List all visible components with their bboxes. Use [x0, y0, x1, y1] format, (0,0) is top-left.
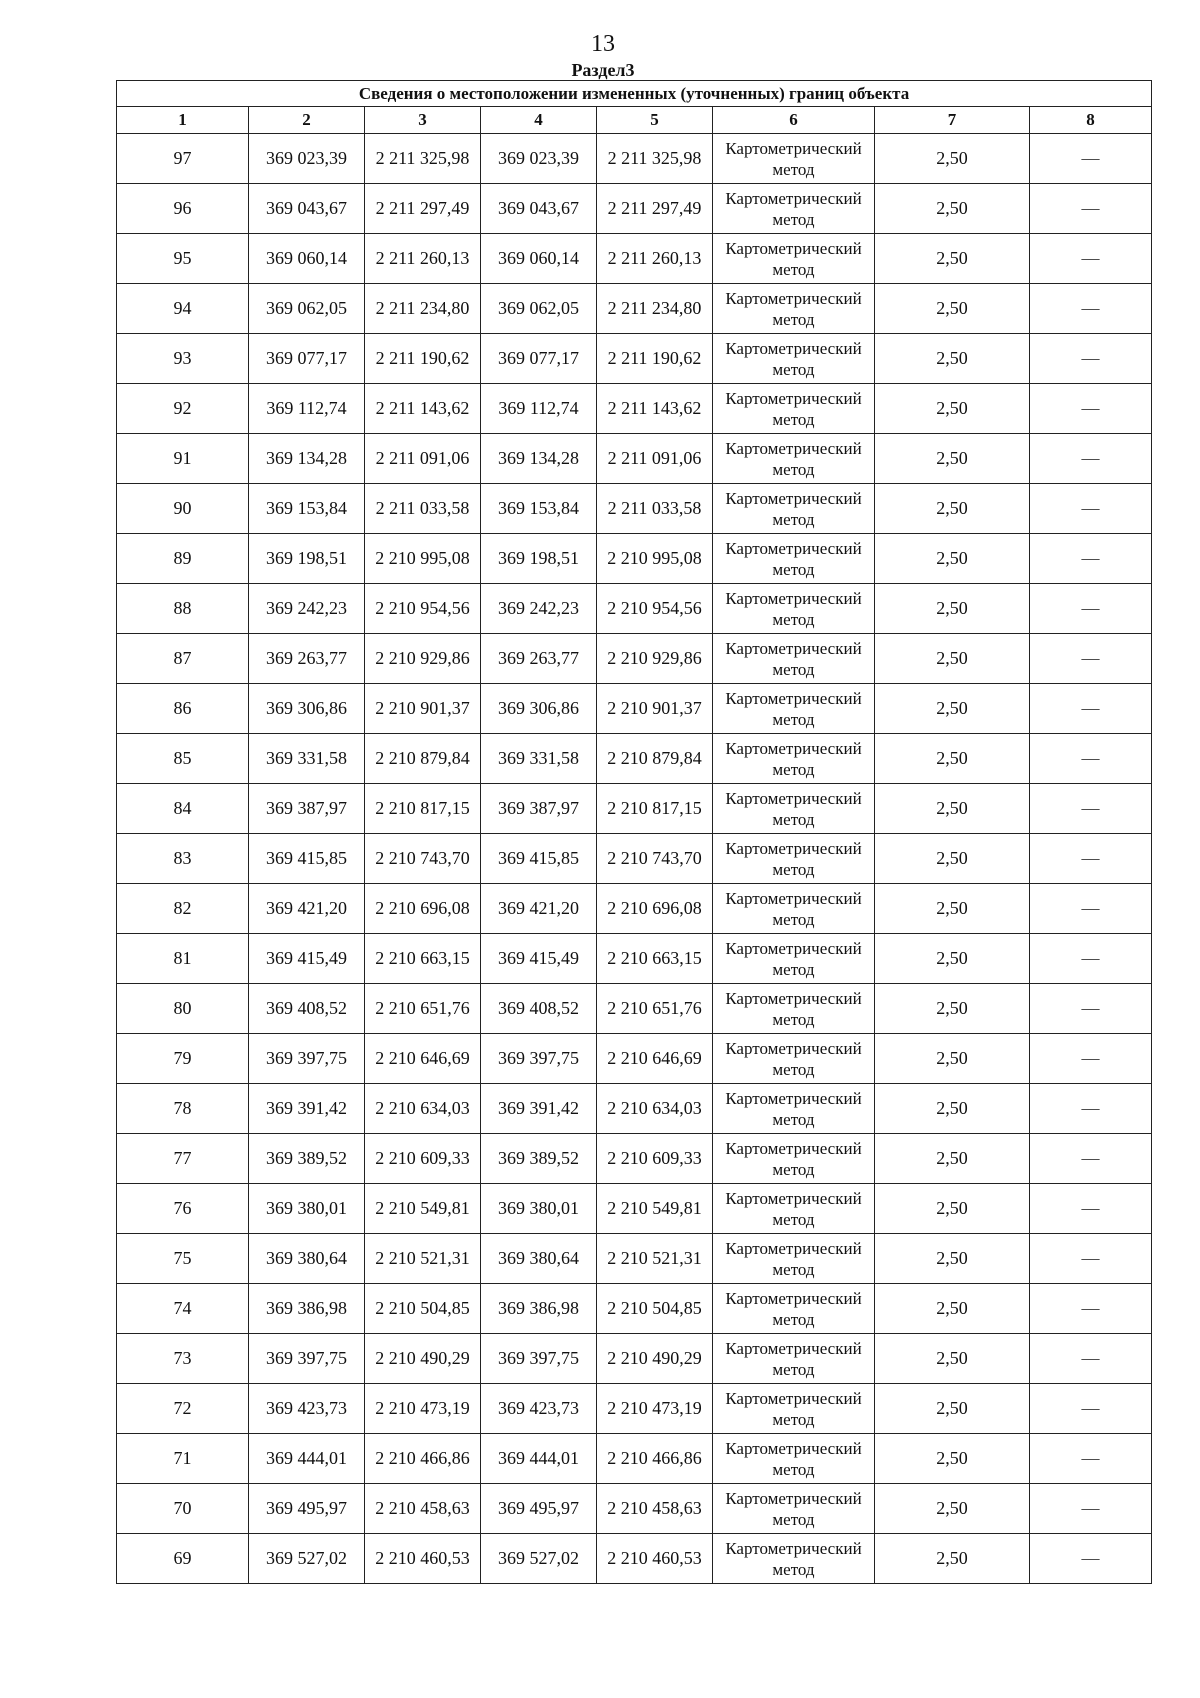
method-cell: Картометрический метод	[713, 534, 875, 584]
x-new-cell: 369 198,51	[481, 534, 597, 584]
x-existing-cell: 369 415,49	[249, 934, 365, 984]
y-new-cell: 2 211 260,13	[597, 234, 713, 284]
section-title: Раздел3	[571, 60, 635, 80]
table-row	[117, 434, 1152, 484]
x-existing-cell: 369 062,05	[249, 284, 365, 334]
description-cell: —	[1030, 884, 1152, 934]
y-existing-cell: 2 211 143,62	[365, 384, 481, 434]
description-cell: —	[1030, 1184, 1152, 1234]
table-row	[117, 1534, 1152, 1584]
method-cell: Картометрический метод	[713, 1484, 875, 1534]
method-cell: Картометрический метод	[713, 184, 875, 234]
x-new-cell: 369 060,14	[481, 234, 597, 284]
y-existing-cell: 2 210 879,84	[365, 734, 481, 784]
y-existing-cell: 2 210 458,63	[365, 1484, 481, 1534]
y-new-cell: 2 211 091,06	[597, 434, 713, 484]
method-cell: Картометрический метод	[713, 1534, 875, 1584]
x-new-cell: 369 331,58	[481, 734, 597, 784]
page-number: 13	[591, 31, 615, 57]
point-number-cell: 73	[117, 1334, 249, 1384]
method-cell: Картометрический метод	[713, 434, 875, 484]
y-existing-cell: 2 210 549,81	[365, 1184, 481, 1234]
y-new-cell: 2 210 490,29	[597, 1334, 713, 1384]
method-cell: Картометрический метод	[713, 484, 875, 534]
x-new-cell: 369 023,39	[481, 134, 597, 184]
table-row	[117, 134, 1152, 184]
x-new-cell: 369 397,75	[481, 1034, 597, 1084]
x-existing-cell: 369 386,98	[249, 1284, 365, 1334]
y-existing-cell: 2 210 634,03	[365, 1084, 481, 1134]
x-new-cell: 369 380,64	[481, 1234, 597, 1284]
table-row	[117, 284, 1152, 334]
method-cell: Картометрический метод	[713, 934, 875, 984]
y-new-cell: 2 210 460,53	[597, 1534, 713, 1584]
x-new-cell: 369 380,01	[481, 1184, 597, 1234]
table-row	[117, 884, 1152, 934]
y-new-cell: 2 210 817,15	[597, 784, 713, 834]
x-existing-cell: 369 380,64	[249, 1234, 365, 1284]
x-new-cell: 369 527,02	[481, 1534, 597, 1584]
x-existing-cell: 369 387,97	[249, 784, 365, 834]
table-row	[117, 1034, 1152, 1084]
accuracy-cell: 2,50	[875, 1484, 1030, 1534]
accuracy-cell: 2,50	[875, 634, 1030, 684]
y-existing-cell: 2 211 033,58	[365, 484, 481, 534]
accuracy-cell: 2,50	[875, 434, 1030, 484]
y-new-cell: 2 210 995,08	[597, 534, 713, 584]
point-number-cell: 93	[117, 334, 249, 384]
table-row	[117, 1334, 1152, 1384]
y-existing-cell: 2 210 995,08	[365, 534, 481, 584]
x-existing-cell: 369 077,17	[249, 334, 365, 384]
table-row	[117, 584, 1152, 634]
x-existing-cell: 369 527,02	[249, 1534, 365, 1584]
y-new-cell: 2 210 609,33	[597, 1134, 713, 1184]
table-row	[117, 634, 1152, 684]
x-new-cell: 369 134,28	[481, 434, 597, 484]
y-new-cell: 2 210 466,86	[597, 1434, 713, 1484]
x-new-cell: 369 306,86	[481, 684, 597, 734]
x-new-cell: 369 495,97	[481, 1484, 597, 1534]
x-existing-cell: 369 112,74	[249, 384, 365, 434]
column-number-7: 7	[875, 107, 1030, 134]
x-new-cell: 369 153,84	[481, 484, 597, 534]
y-existing-cell: 2 210 490,29	[365, 1334, 481, 1384]
point-number-cell: 76	[117, 1184, 249, 1234]
method-cell: Картометрический метод	[713, 784, 875, 834]
description-cell: —	[1030, 484, 1152, 534]
point-number-cell: 96	[117, 184, 249, 234]
accuracy-cell: 2,50	[875, 884, 1030, 934]
table-row	[117, 734, 1152, 784]
method-cell: Картометрический метод	[713, 284, 875, 334]
point-number-cell: 86	[117, 684, 249, 734]
x-new-cell: 369 043,67	[481, 184, 597, 234]
y-existing-cell: 2 210 473,19	[365, 1384, 481, 1434]
point-number-cell: 89	[117, 534, 249, 584]
description-cell: —	[1030, 1134, 1152, 1184]
x-new-cell: 369 421,20	[481, 884, 597, 934]
point-number-cell: 85	[117, 734, 249, 784]
x-existing-cell: 369 408,52	[249, 984, 365, 1034]
method-cell: Картометрический метод	[713, 834, 875, 884]
accuracy-cell: 2,50	[875, 734, 1030, 784]
description-cell: —	[1030, 1334, 1152, 1384]
table-row	[117, 184, 1152, 234]
table-caption-row	[117, 81, 1152, 107]
method-cell: Картометрический метод	[713, 234, 875, 284]
x-new-cell: 369 391,42	[481, 1084, 597, 1134]
method-cell: Картометрический метод	[713, 1284, 875, 1334]
y-new-cell: 2 210 646,69	[597, 1034, 713, 1084]
x-existing-cell: 369 421,20	[249, 884, 365, 934]
x-new-cell: 369 423,73	[481, 1384, 597, 1434]
accuracy-cell: 2,50	[875, 384, 1030, 434]
method-cell: Картометрический метод	[713, 884, 875, 934]
y-existing-cell: 2 210 466,86	[365, 1434, 481, 1484]
x-new-cell: 369 386,98	[481, 1284, 597, 1334]
y-existing-cell: 2 210 743,70	[365, 834, 481, 884]
y-new-cell: 2 210 651,76	[597, 984, 713, 1034]
x-existing-cell: 369 495,97	[249, 1484, 365, 1534]
accuracy-cell: 2,50	[875, 1284, 1030, 1334]
accuracy-cell: 2,50	[875, 284, 1030, 334]
y-new-cell: 2 210 743,70	[597, 834, 713, 884]
table-row	[117, 1234, 1152, 1284]
accuracy-cell: 2,50	[875, 1184, 1030, 1234]
description-cell: —	[1030, 334, 1152, 384]
point-number-cell: 88	[117, 584, 249, 634]
accuracy-cell: 2,50	[875, 484, 1030, 534]
method-cell: Картометрический метод	[713, 1234, 875, 1284]
y-new-cell: 2 211 033,58	[597, 484, 713, 534]
table-row	[117, 534, 1152, 584]
x-new-cell: 369 263,77	[481, 634, 597, 684]
point-number-cell: 81	[117, 934, 249, 984]
description-cell: —	[1030, 1034, 1152, 1084]
point-number-cell: 84	[117, 784, 249, 834]
y-existing-cell: 2 211 234,80	[365, 284, 481, 334]
point-number-cell: 90	[117, 484, 249, 534]
y-new-cell: 2 210 696,08	[597, 884, 713, 934]
accuracy-cell: 2,50	[875, 1234, 1030, 1284]
accuracy-cell: 2,50	[875, 334, 1030, 384]
method-cell: Картометрический метод	[713, 1034, 875, 1084]
method-cell: Картометрический метод	[713, 1384, 875, 1434]
x-new-cell: 369 387,97	[481, 784, 597, 834]
table-row	[117, 984, 1152, 1034]
method-cell: Картометрический метод	[713, 1434, 875, 1484]
x-new-cell: 369 444,01	[481, 1434, 597, 1484]
table-row	[117, 384, 1152, 434]
accuracy-cell: 2,50	[875, 1084, 1030, 1134]
x-new-cell: 369 389,52	[481, 1134, 597, 1184]
x-existing-cell: 369 423,73	[249, 1384, 365, 1434]
x-existing-cell: 369 331,58	[249, 734, 365, 784]
description-cell: —	[1030, 1234, 1152, 1284]
x-existing-cell: 369 397,75	[249, 1034, 365, 1084]
point-number-cell: 74	[117, 1284, 249, 1334]
y-new-cell: 2 210 504,85	[597, 1284, 713, 1334]
method-cell: Картометрический метод	[713, 584, 875, 634]
table-row	[117, 1434, 1152, 1484]
point-number-cell: 91	[117, 434, 249, 484]
y-existing-cell: 2 210 901,37	[365, 684, 481, 734]
x-existing-cell: 369 306,86	[249, 684, 365, 734]
point-number-cell: 71	[117, 1434, 249, 1484]
table-row	[117, 234, 1152, 284]
x-existing-cell: 369 444,01	[249, 1434, 365, 1484]
y-new-cell: 2 210 954,56	[597, 584, 713, 634]
table-row	[117, 1484, 1152, 1534]
method-cell: Картометрический метод	[713, 384, 875, 434]
description-cell: —	[1030, 134, 1152, 184]
column-number-4: 4	[481, 107, 597, 134]
y-existing-cell: 2 210 460,53	[365, 1534, 481, 1584]
table-row	[117, 1084, 1152, 1134]
accuracy-cell: 2,50	[875, 1034, 1030, 1084]
y-new-cell: 2 211 190,62	[597, 334, 713, 384]
method-cell: Картометрический метод	[713, 684, 875, 734]
description-cell: —	[1030, 684, 1152, 734]
coordinates-table	[116, 80, 1152, 1584]
y-new-cell: 2 210 879,84	[597, 734, 713, 784]
method-cell: Картометрический метод	[713, 334, 875, 384]
method-cell: Картометрический метод	[713, 134, 875, 184]
accuracy-cell: 2,50	[875, 934, 1030, 984]
table-row	[117, 934, 1152, 984]
description-cell: —	[1030, 384, 1152, 434]
table-row	[117, 1134, 1152, 1184]
description-cell: —	[1030, 784, 1152, 834]
y-new-cell: 2 210 521,31	[597, 1234, 713, 1284]
table-row	[117, 784, 1152, 834]
description-cell: —	[1030, 1084, 1152, 1134]
x-existing-cell: 369 391,42	[249, 1084, 365, 1134]
table-caption: Сведения о местоположении измененных (уточненных) границ объекта	[117, 81, 1152, 107]
column-number-8: 8	[1030, 107, 1152, 134]
accuracy-cell: 2,50	[875, 984, 1030, 1034]
table-row	[117, 334, 1152, 384]
accuracy-cell: 2,50	[875, 134, 1030, 184]
x-existing-cell: 369 397,75	[249, 1334, 365, 1384]
y-new-cell: 2 211 325,98	[597, 134, 713, 184]
y-new-cell: 2 210 663,15	[597, 934, 713, 984]
method-cell: Картометрический метод	[713, 734, 875, 784]
y-new-cell: 2 210 634,03	[597, 1084, 713, 1134]
description-cell: —	[1030, 934, 1152, 984]
column-number-5: 5	[597, 107, 713, 134]
description-cell: —	[1030, 1484, 1152, 1534]
point-number-cell: 94	[117, 284, 249, 334]
point-number-cell: 92	[117, 384, 249, 434]
x-existing-cell: 369 380,01	[249, 1184, 365, 1234]
method-cell: Картометрический метод	[713, 1084, 875, 1134]
y-existing-cell: 2 211 297,49	[365, 184, 481, 234]
accuracy-cell: 2,50	[875, 834, 1030, 884]
y-new-cell: 2 211 297,49	[597, 184, 713, 234]
y-new-cell: 2 211 143,62	[597, 384, 713, 434]
x-existing-cell: 369 060,14	[249, 234, 365, 284]
table-body	[117, 134, 1152, 1584]
y-new-cell: 2 210 929,86	[597, 634, 713, 684]
x-existing-cell: 369 242,23	[249, 584, 365, 634]
x-existing-cell: 369 263,77	[249, 634, 365, 684]
point-number-cell: 69	[117, 1534, 249, 1584]
y-existing-cell: 2 210 663,15	[365, 934, 481, 984]
description-cell: —	[1030, 534, 1152, 584]
accuracy-cell: 2,50	[875, 534, 1030, 584]
accuracy-cell: 2,50	[875, 1334, 1030, 1384]
description-cell: —	[1030, 734, 1152, 784]
table-row	[117, 1284, 1152, 1334]
accuracy-cell: 2,50	[875, 684, 1030, 734]
accuracy-cell: 2,50	[875, 1434, 1030, 1484]
point-number-cell: 70	[117, 1484, 249, 1534]
description-cell: —	[1030, 584, 1152, 634]
x-new-cell: 369 077,17	[481, 334, 597, 384]
description-cell: —	[1030, 634, 1152, 684]
x-existing-cell: 369 153,84	[249, 484, 365, 534]
table-row	[117, 834, 1152, 884]
y-existing-cell: 2 210 651,76	[365, 984, 481, 1034]
method-cell: Картометрический метод	[713, 1334, 875, 1384]
accuracy-cell: 2,50	[875, 1134, 1030, 1184]
y-new-cell: 2 210 458,63	[597, 1484, 713, 1534]
point-number-cell: 82	[117, 884, 249, 934]
accuracy-cell: 2,50	[875, 584, 1030, 634]
description-cell: —	[1030, 1284, 1152, 1334]
point-number-cell: 87	[117, 634, 249, 684]
y-existing-cell: 2 210 696,08	[365, 884, 481, 934]
x-existing-cell: 369 415,85	[249, 834, 365, 884]
accuracy-cell: 2,50	[875, 184, 1030, 234]
y-existing-cell: 2 210 504,85	[365, 1284, 481, 1334]
x-existing-cell: 369 023,39	[249, 134, 365, 184]
y-existing-cell: 2 210 609,33	[365, 1134, 481, 1184]
x-new-cell: 369 242,23	[481, 584, 597, 634]
description-cell: —	[1030, 1384, 1152, 1434]
table-row	[117, 684, 1152, 734]
point-number-cell: 75	[117, 1234, 249, 1284]
method-cell: Картометрический метод	[713, 634, 875, 684]
point-number-cell: 79	[117, 1034, 249, 1084]
y-new-cell: 2 210 473,19	[597, 1384, 713, 1434]
y-existing-cell: 2 211 091,06	[365, 434, 481, 484]
column-number-6: 6	[713, 107, 875, 134]
point-number-cell: 83	[117, 834, 249, 884]
method-cell: Картометрический метод	[713, 984, 875, 1034]
y-new-cell: 2 210 549,81	[597, 1184, 713, 1234]
description-cell: —	[1030, 234, 1152, 284]
y-existing-cell: 2 211 190,62	[365, 334, 481, 384]
x-new-cell: 369 062,05	[481, 284, 597, 334]
column-number-row	[117, 107, 1152, 134]
description-cell: —	[1030, 284, 1152, 334]
point-number-cell: 97	[117, 134, 249, 184]
column-number-3: 3	[365, 107, 481, 134]
x-new-cell: 369 415,49	[481, 934, 597, 984]
description-cell: —	[1030, 1534, 1152, 1584]
table-row	[117, 484, 1152, 534]
y-new-cell: 2 210 901,37	[597, 684, 713, 734]
column-number-2: 2	[249, 107, 365, 134]
y-existing-cell: 2 211 325,98	[365, 134, 481, 184]
method-cell: Картометрический метод	[713, 1134, 875, 1184]
x-new-cell: 369 408,52	[481, 984, 597, 1034]
y-existing-cell: 2 210 646,69	[365, 1034, 481, 1084]
accuracy-cell: 2,50	[875, 784, 1030, 834]
x-existing-cell: 369 389,52	[249, 1134, 365, 1184]
y-existing-cell: 2 211 260,13	[365, 234, 481, 284]
description-cell: —	[1030, 984, 1152, 1034]
point-number-cell: 72	[117, 1384, 249, 1434]
y-existing-cell: 2 210 954,56	[365, 584, 481, 634]
description-cell: —	[1030, 1434, 1152, 1484]
x-new-cell: 369 397,75	[481, 1334, 597, 1384]
x-existing-cell: 369 043,67	[249, 184, 365, 234]
description-cell: —	[1030, 834, 1152, 884]
point-number-cell: 80	[117, 984, 249, 1034]
description-cell: —	[1030, 434, 1152, 484]
table-row	[117, 1184, 1152, 1234]
point-number-cell: 77	[117, 1134, 249, 1184]
x-new-cell: 369 112,74	[481, 384, 597, 434]
point-number-cell: 95	[117, 234, 249, 284]
y-new-cell: 2 211 234,80	[597, 284, 713, 334]
accuracy-cell: 2,50	[875, 234, 1030, 284]
x-existing-cell: 369 198,51	[249, 534, 365, 584]
table-row	[117, 1384, 1152, 1434]
x-existing-cell: 369 134,28	[249, 434, 365, 484]
method-cell: Картометрический метод	[713, 1184, 875, 1234]
y-existing-cell: 2 210 521,31	[365, 1234, 481, 1284]
y-existing-cell: 2 210 929,86	[365, 634, 481, 684]
description-cell: —	[1030, 184, 1152, 234]
x-new-cell: 369 415,85	[481, 834, 597, 884]
point-number-cell: 78	[117, 1084, 249, 1134]
column-number-1: 1	[117, 107, 249, 134]
accuracy-cell: 2,50	[875, 1534, 1030, 1584]
y-existing-cell: 2 210 817,15	[365, 784, 481, 834]
accuracy-cell: 2,50	[875, 1384, 1030, 1434]
